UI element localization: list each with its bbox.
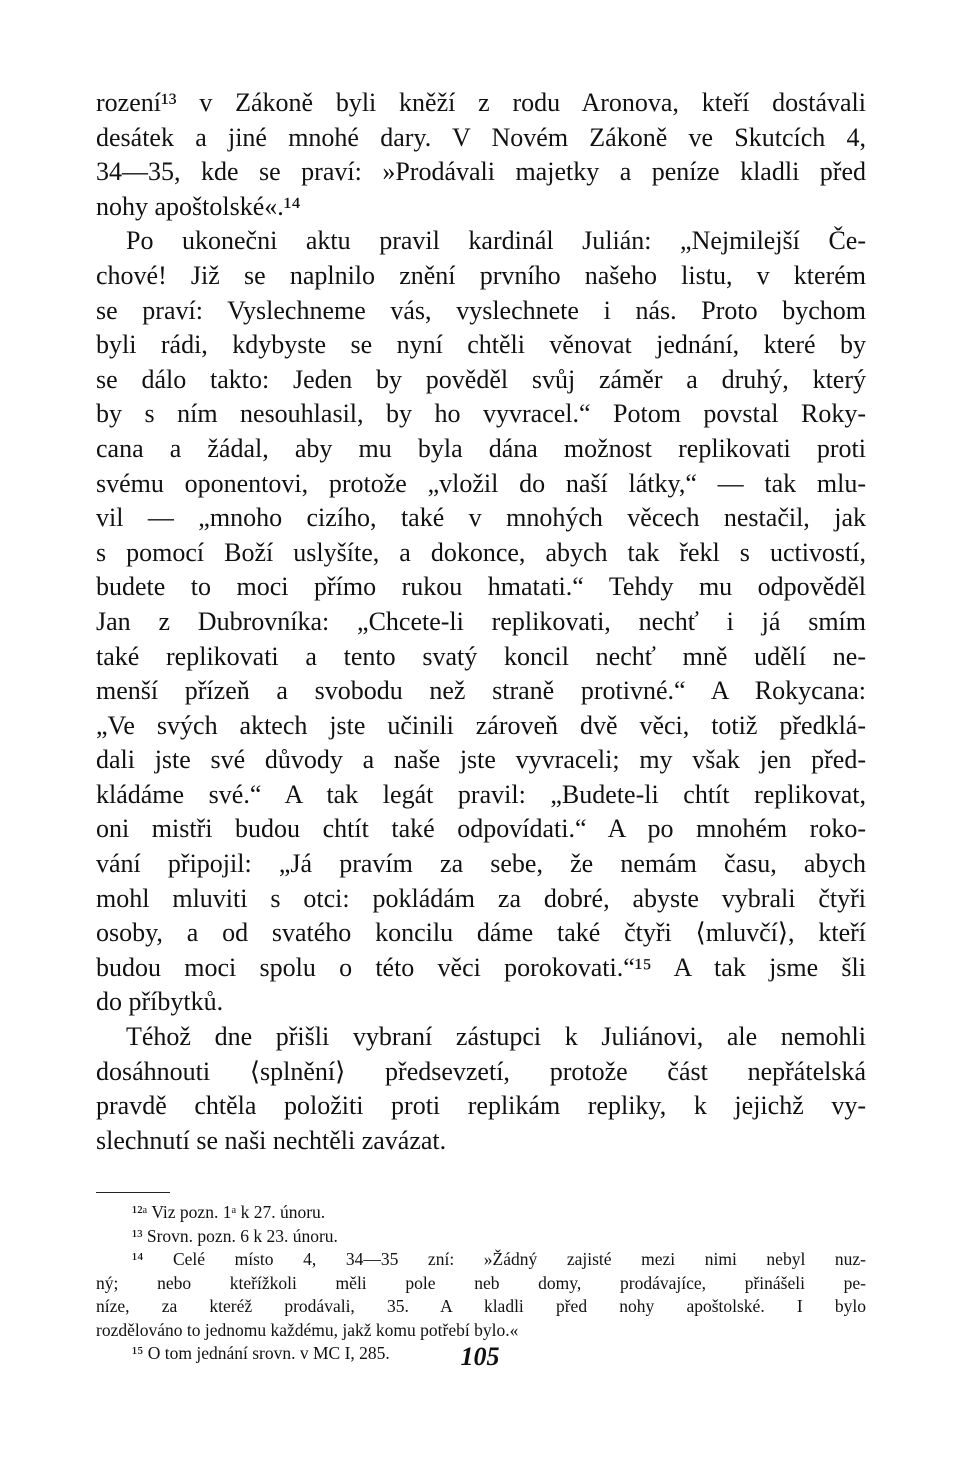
- body-line: chové! Již se naplnilo znění prvního našeho listu, v kterém: [96, 260, 866, 290]
- body-line: Téhož dne přišli vybraní zástupci k Juliánovi, ale nemohli: [126, 1022, 866, 1052]
- body-line: dali jste své důvody a naše jste vyvraceli; my však jen před-: [96, 745, 866, 775]
- footnote-separator: [96, 1192, 170, 1193]
- page-content: [96, 86, 866, 1366]
- footnote-line: ¹⁴ Celé místo 4, 34—35 zní: »Žádný zajisté mezi nimi nebyl nuz-: [132, 1249, 866, 1270]
- body-line: menší přízeň a svobodu než straně protivné.“ A Rokycana:: [96, 676, 866, 706]
- body-line: oni mistři budou chtít také odpovídati.“ A po mnohém roko-: [96, 814, 866, 844]
- body-line: vil — „mnoho cizího, také v mnohých věcech nestačil, jak: [96, 503, 866, 533]
- body-line: vání připojil: „Já pravím za sebe, že nemám času, abych: [96, 849, 866, 879]
- body-line: by s ním nesouhlasil, by ho vyvracel.“ Potom povstal Roky-: [96, 399, 866, 429]
- body-line: pravdě chtěla položiti proti replikám repliky, k jejichž vy-: [96, 1091, 866, 1121]
- page-number: 105: [460, 1342, 500, 1371]
- body-line: cana a žádal, aby mu byla dána možnost replikovati proti: [96, 433, 866, 463]
- body-line: kládáme své.“ A tak legát pravil: „Budete-li chtít replikovat,: [96, 779, 866, 809]
- body-line: byli rádi, kdybyste se nyní chtěli věnovat jednání, které by: [96, 330, 866, 360]
- body-line: s pomocí Boží uslyšíte, a dokonce, abych tak řekl s uctivostí,: [96, 537, 866, 567]
- body-line: „Ve svých aktech jste učinili zároveň dvě věci, totiž předklá-: [96, 710, 866, 740]
- body-line: do příbytků.: [96, 987, 224, 1017]
- body-line: Jan z Dubrovníka: „Chcete-li replikovati, nechť i já smím: [96, 606, 866, 636]
- body-line: také replikovati a tento svatý koncil nechť mně udělí ne-: [96, 641, 866, 671]
- footnote-line: ¹⁵ O tom jednání srovn. v MC I, 285.: [132, 1343, 390, 1364]
- body-line: slechnutí se naši nechtěli zavázat.: [96, 1125, 447, 1155]
- footnote-line: ¹³ Srovn. pozn. 6 k 23. únoru.: [132, 1225, 338, 1246]
- body-line: dosáhnouti ⟨splnění⟩ předsevzetí, protože část nepřátelská: [96, 1056, 866, 1086]
- body-line: Po ukonečni aktu pravil kardinál Julián: „Nejmilejší Če-: [126, 226, 866, 256]
- body-line: desátek a jiné mnohé dary. V Novém Zákoně ve Skutcích 4,: [96, 122, 866, 152]
- body-line: 34—35, kde se praví: »Prodávali majetky a peníze kladli před: [96, 157, 866, 187]
- footnote-line: níze, za kteréž prodávali, 35. A kladli před nohy apoštolské. I bylo: [96, 1296, 866, 1317]
- body-line: budete to moci přímo rukou hmatati.“ Tehdy mu odpověděl: [96, 572, 866, 602]
- footnote-line: rozdělováno to jednomu každému, jakž komu potřebí bylo.«: [96, 1319, 519, 1340]
- body-line: osoby, a od svatého koncilu dáme také čtyři ⟨mluvčí⟩, kteří: [96, 918, 866, 948]
- body-line: rození¹³ v Zákoně byli kněží z rodu Aronova, kteří dostávali: [96, 88, 866, 117]
- body-line: svému oponentovi, protože „vložil do naší látky,“ — tak mlu-: [96, 468, 866, 498]
- body-line: budou moci spolu o této věci porokovati.“¹⁵ A tak jsme šli: [96, 952, 866, 982]
- footnote-line: ný; nebo kteřížkoli měli pole neb domy, prodávajíce, přinášeli pe-: [96, 1272, 866, 1293]
- body-line: nohy apoštolské«.¹⁴: [96, 191, 301, 221]
- body-text: [96, 86, 866, 1158]
- body-line: se praví: Vyslechneme vás, vyslechnete i nás. Proto bychom: [96, 295, 866, 325]
- body-line: mohl mluviti s otci: pokládám za dobré, abyste vybrali čtyři: [96, 883, 866, 913]
- footnote-line: ¹²ᵃ Viz pozn. 1ᵃ k 27. únoru.: [132, 1202, 326, 1223]
- body-line: se dálo takto: Jeden by pověděl svůj záměr a druhý, který: [96, 364, 866, 394]
